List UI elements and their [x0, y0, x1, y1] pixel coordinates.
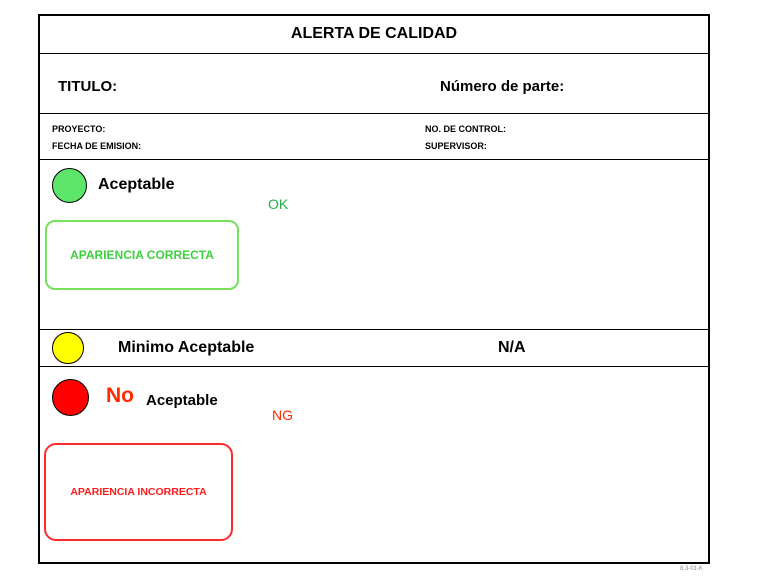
title-row	[40, 16, 708, 54]
green-circle-icon	[52, 168, 87, 203]
incorrect-appearance-text: APARIENCIA INCORRECTA	[70, 486, 207, 498]
page-title: ALERTA DE CALIDAD	[290, 25, 458, 42]
info-fields-row	[40, 114, 708, 160]
acceptable-section	[40, 160, 708, 330]
proyecto-label: PROYECTO:	[52, 124, 106, 134]
no-control-label: NO. DE CONTROL:	[425, 124, 506, 134]
minimum-acceptable-label: Minimo Aceptable	[118, 339, 255, 356]
ok-status: OK	[268, 196, 289, 212]
numero-parte-label: Número de parte:	[440, 78, 565, 95]
not-acceptable-section	[40, 367, 708, 564]
minimum-section	[40, 330, 708, 367]
supervisor-label: SUPERVISOR:	[425, 141, 487, 151]
no-label: No	[106, 384, 134, 407]
acceptable-label: Aceptable	[98, 176, 175, 193]
correct-appearance-box	[45, 220, 239, 290]
ng-status: NG	[272, 407, 293, 423]
not-acceptable-label: Aceptable	[146, 392, 218, 409]
fecha-emision-label: FECHA DE EMISION:	[52, 141, 142, 151]
incorrect-appearance-box	[44, 443, 233, 541]
header-fields-row	[40, 54, 708, 114]
titulo-label: TITULO:	[58, 78, 118, 95]
correct-appearance-text: APARIENCIA CORRECTA	[70, 248, 214, 262]
document-code: 8.3-01-K	[680, 566, 704, 572]
yellow-circle-icon	[52, 332, 84, 364]
quality-alert-sheet	[38, 14, 710, 564]
red-circle-icon	[52, 379, 89, 416]
na-status: N/A	[498, 339, 526, 356]
